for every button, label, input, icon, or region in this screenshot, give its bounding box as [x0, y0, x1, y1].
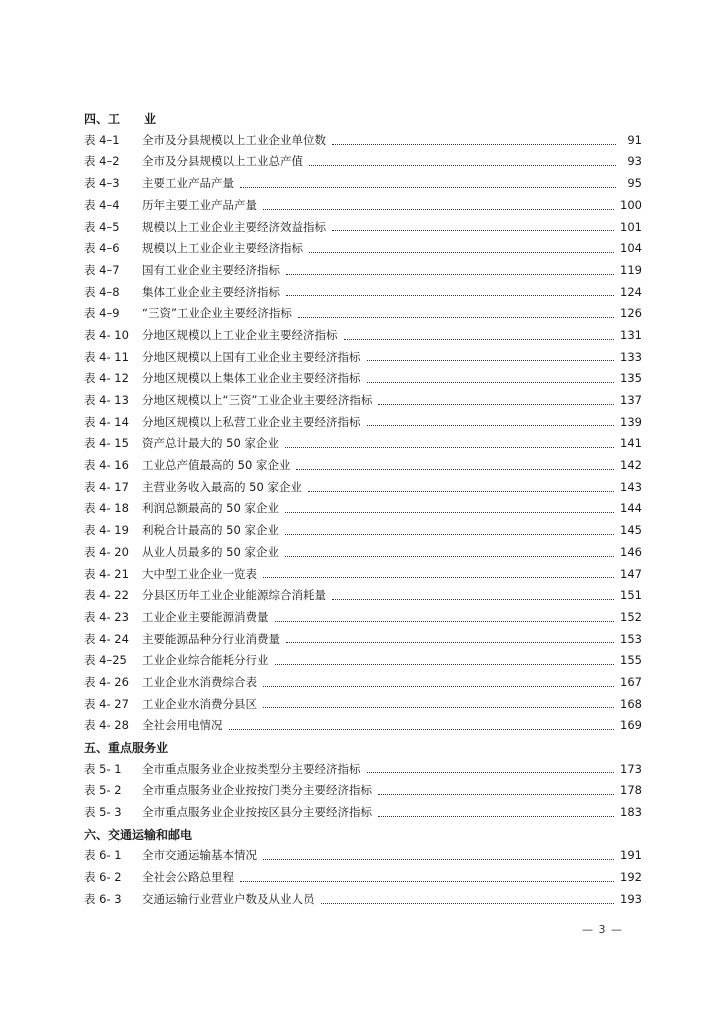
entry-code: 表 4- 19: [84, 523, 129, 538]
entry-code: 表 4–8: [84, 284, 120, 299]
entry-page: 167: [620, 674, 642, 689]
entry-title: 全市重点服务业企业按按区县分主要经济指标: [142, 805, 372, 820]
toc-entry[interactable]: [84, 889, 642, 911]
entry-title: 交通运输行业营业户数及从业人员: [142, 891, 315, 906]
section-heading-transport: 六、交通运输和邮电: [84, 827, 193, 842]
entry-title: 工业企业主要能源消费量: [142, 609, 269, 624]
toc-entry[interactable]: [84, 585, 642, 607]
entry-page: 141: [620, 436, 642, 451]
entry-code: 表 4- 11: [84, 349, 129, 364]
dot-leader: [285, 533, 614, 535]
toc-entry[interactable]: [84, 715, 642, 737]
entry-page: 124: [620, 284, 642, 299]
entry-code: 表 6- 3: [84, 891, 122, 906]
entry-page: 146: [620, 544, 642, 559]
dot-leader: [263, 208, 614, 210]
dot-leader: [286, 294, 614, 296]
entry-code: 表 4- 20: [84, 544, 129, 559]
entry-title: 利润总额最高的 50 家企业: [142, 501, 279, 516]
entry-page: 131: [620, 327, 642, 342]
entry-title: “三资”工业企业主要经济指标: [142, 306, 292, 321]
toc-entry[interactable]: [84, 195, 642, 217]
entry-page: 126: [620, 306, 642, 321]
toc-entry[interactable]: [84, 650, 642, 672]
entry-code: 表 4–7: [84, 262, 120, 277]
toc-entry[interactable]: [84, 629, 642, 651]
entry-title: 分地区规模以上工业企业主要经济指标: [142, 327, 338, 342]
toc-entry[interactable]: [84, 607, 642, 629]
toc-entry[interactable]: [84, 455, 642, 477]
entry-page: 151: [620, 588, 642, 603]
entry-page: 173: [620, 761, 642, 776]
entry-code: 表 4–6: [84, 241, 120, 256]
entry-page: 119: [620, 262, 642, 277]
dot-leader: [229, 728, 615, 730]
entry-title: 分地区规模以上集体工业企业主要经济指标: [142, 371, 361, 386]
dot-leader: [275, 620, 615, 622]
toc-entry[interactable]: [84, 412, 642, 434]
toc-entry[interactable]: [84, 130, 642, 152]
entry-title: 全市及分县规模以上工业企业单位数: [142, 132, 326, 147]
entry-page: 178: [620, 783, 642, 798]
entry-page: 133: [620, 349, 642, 364]
dot-leader: [378, 793, 614, 795]
toc-entry[interactable]: [84, 433, 642, 455]
toc-entry[interactable]: [84, 845, 642, 867]
toc-entry[interactable]: [84, 520, 642, 542]
entry-code: 表 4- 24: [84, 631, 129, 646]
entry-code: 表 4- 12: [84, 371, 129, 386]
dot-leader: [240, 880, 614, 882]
entry-title: 历年主要工业产品产量: [142, 197, 257, 212]
entry-title: 集体工业企业主要经济指标: [142, 284, 280, 299]
entry-code: 表 4- 18: [84, 501, 129, 516]
entry-page: 152: [620, 609, 642, 624]
toc-entry[interactable]: [84, 694, 642, 716]
entry-title: 工业企业水消费综合表: [142, 674, 257, 689]
entry-page: 100: [620, 197, 642, 212]
entry-page: 169: [620, 718, 642, 733]
toc-entry[interactable]: [84, 498, 642, 520]
toc-entry[interactable]: [84, 542, 642, 564]
entry-code: 表 5- 1: [84, 761, 122, 776]
dot-leader: [309, 251, 614, 253]
entry-title: 从业人员最多的 50 家企业: [142, 544, 279, 559]
entry-page: 91: [627, 132, 642, 147]
dot-leader: [367, 771, 615, 773]
toc-entry[interactable]: [84, 563, 642, 585]
dot-leader: [332, 598, 614, 600]
entry-page: 193: [620, 891, 642, 906]
entry-code: 表 4- 14: [84, 414, 129, 429]
entry-code: 表 4–9: [84, 306, 120, 321]
toc-entry[interactable]: [84, 780, 642, 802]
toc-entry[interactable]: [84, 477, 642, 499]
toc-entry[interactable]: [84, 173, 642, 195]
entry-title: 全市重点服务业企业按类型分主要经济指标: [142, 761, 361, 776]
entry-page: 95: [627, 176, 642, 191]
entry-page: 104: [620, 241, 642, 256]
entry-page: 147: [620, 566, 642, 581]
entry-code: 表 4- 16: [84, 458, 129, 473]
entry-title: 分地区规模以上国有工业企业主要经济指标: [142, 349, 361, 364]
entry-title: 规模以上工业企业主要经济指标: [142, 241, 303, 256]
entry-title: 分县区历年工业企业能源综合消耗量: [142, 588, 326, 603]
toc-entry[interactable]: [84, 759, 642, 781]
toc-entry[interactable]: [84, 282, 642, 304]
entry-title: 规模以上工业企业主要经济效益指标: [142, 219, 326, 234]
entry-code: 表 4- 10: [84, 327, 129, 342]
dot-leader: [263, 576, 614, 578]
entry-page: 153: [620, 631, 642, 646]
toc-entry[interactable]: [84, 238, 642, 260]
entry-code: 表 4–3: [84, 176, 120, 191]
section-heading-industry: 四、工 业: [84, 111, 157, 126]
entry-page: 143: [620, 479, 642, 494]
toc-entry[interactable]: [84, 867, 642, 889]
entry-code: 表 5- 2: [84, 783, 122, 798]
entry-code: 表 4- 26: [84, 674, 129, 689]
dot-leader: [378, 403, 614, 405]
entry-code: 表 5- 3: [84, 805, 122, 820]
dot-leader: [367, 359, 615, 361]
dot-leader: [263, 858, 614, 860]
entry-page: 191: [620, 848, 642, 863]
dot-leader: [285, 511, 614, 513]
dot-leader: [240, 186, 616, 188]
toc-entry[interactable]: [84, 347, 642, 369]
entry-title: 利税合计最高的 50 家企业: [142, 523, 279, 538]
entry-page: 142: [620, 458, 642, 473]
entry-code: 表 4- 17: [84, 479, 129, 494]
entry-code: 表 4- 13: [84, 393, 129, 408]
entry-title: 国有工业企业主要经济指标: [142, 262, 280, 277]
entry-title: 主要能源品种分行业消费量: [142, 631, 280, 646]
section-heading-services: 五、重点服务业: [84, 740, 169, 755]
entry-code: 表 4- 23: [84, 609, 129, 624]
page-number-footer: — 3 —: [582, 923, 623, 936]
toc-entry[interactable]: [84, 802, 642, 824]
entry-page: 192: [620, 870, 642, 885]
entry-code: 表 4- 22: [84, 588, 129, 603]
entry-page: 145: [620, 523, 642, 538]
entry-title: 大中型工业企业一览表: [142, 566, 257, 581]
toc-entry[interactable]: [84, 303, 642, 325]
dot-leader: [344, 338, 615, 340]
dot-leader: [308, 490, 614, 492]
dot-leader: [263, 706, 614, 708]
entry-code: 表 4–2: [84, 154, 120, 169]
entry-code: 表 6- 2: [84, 870, 122, 885]
entry-title: 全市交通运输基本情况: [142, 848, 257, 863]
dot-leader: [321, 902, 615, 904]
entry-title: 全社会用电情况: [142, 718, 223, 733]
entry-code: 表 4- 15: [84, 436, 129, 451]
toc-entry[interactable]: [84, 672, 642, 694]
toc-entry[interactable]: [84, 390, 642, 412]
dot-leader: [275, 663, 615, 665]
toc-entry[interactable]: [84, 325, 642, 347]
entry-title: 全社会公路总里程: [142, 870, 234, 885]
entry-code: 表 4–1: [84, 132, 120, 147]
entry-code: 表 4–5: [84, 219, 120, 234]
entry-code: 表 4- 21: [84, 566, 129, 581]
dot-leader: [285, 446, 614, 448]
entry-code: 表 4–25: [84, 653, 127, 668]
entry-code: 表 6- 1: [84, 848, 122, 863]
dot-leader: [285, 555, 614, 557]
entry-title: 工业企业水消费分县区: [142, 696, 257, 711]
toc-entry[interactable]: [84, 260, 642, 282]
entry-title: 分地区规模以上“三资”工业企业主要经济指标: [142, 393, 373, 408]
dot-leader: [332, 143, 616, 145]
entry-title: 全市重点服务业企业按按门类分主要经济指标: [142, 783, 372, 798]
dot-leader: [332, 229, 614, 231]
entry-code: 表 4- 28: [84, 718, 129, 733]
dot-leader: [378, 815, 614, 817]
entry-page: 139: [620, 414, 642, 429]
entry-page: 137: [620, 393, 642, 408]
dot-leader: [367, 424, 615, 426]
entry-page: 135: [620, 371, 642, 386]
entry-code: 表 4–4: [84, 197, 120, 212]
entry-title: 资产总计最大的 50 家企业: [142, 436, 279, 451]
dot-leader: [286, 641, 614, 643]
entry-page: 101: [620, 219, 642, 234]
dot-leader: [286, 273, 614, 275]
entry-code: 表 4- 27: [84, 696, 129, 711]
dot-leader: [309, 164, 616, 166]
dot-leader: [296, 468, 614, 470]
entry-title: 主营业务收入最高的 50 家企业: [142, 479, 302, 494]
toc-entry[interactable]: [84, 368, 642, 390]
dot-leader: [367, 381, 615, 383]
toc-entry[interactable]: [84, 151, 642, 173]
entry-page: 93: [627, 154, 642, 169]
entry-title: 全市及分县规模以上工业总产值: [142, 154, 303, 169]
entry-page: 168: [620, 696, 642, 711]
entry-page: 183: [620, 805, 642, 820]
entry-title: 工业总产值最高的 50 家企业: [142, 458, 291, 473]
dot-leader: [298, 316, 614, 318]
toc-entry[interactable]: [84, 216, 642, 238]
entry-title: 工业企业综合能耗分行业: [142, 653, 269, 668]
dot-leader: [263, 685, 614, 687]
entry-title: 主要工业产品产量: [142, 176, 234, 191]
entry-page: 155: [620, 653, 642, 668]
entry-title: 分地区规模以上私营工业企业主要经济指标: [142, 414, 361, 429]
entry-page: 144: [620, 501, 642, 516]
table-of-contents: [84, 108, 642, 910]
